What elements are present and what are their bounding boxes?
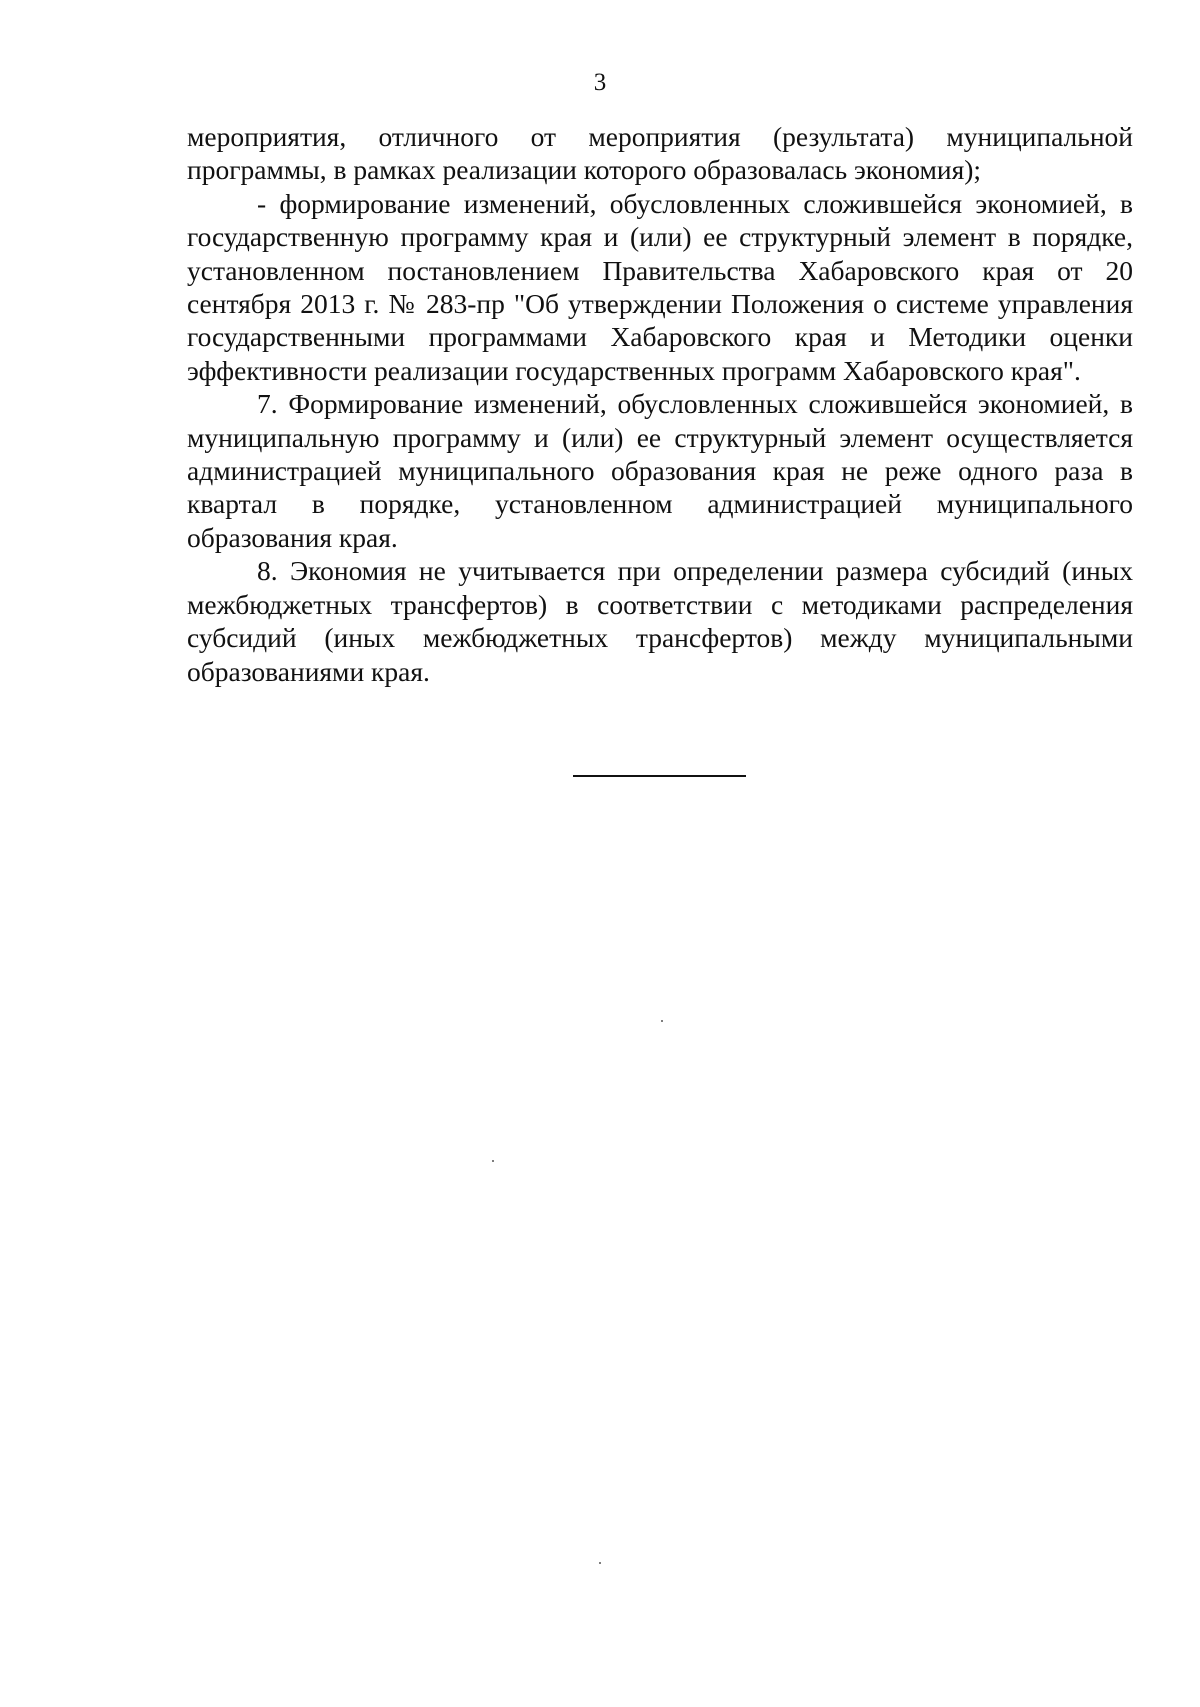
- scan-speck: [599, 1562, 601, 1564]
- scan-speck: [492, 1160, 494, 1162]
- paragraph-continuation: мероприятия, отличного от мероприятия (результата) муниципальной программы, в рамках реализации которого образовалась экономия);: [187, 121, 1133, 186]
- document-body: [187, 120, 1133, 688]
- scan-speck: [661, 1020, 663, 1022]
- end-of-document-separator: [573, 775, 746, 777]
- paragraph-item-7: 7. Формирование изменений, обусловленных сложившейся экономией, в муниципальную программу и (или) ее структурный элемент осуществляется администрацией муниципального образования края не реже одного раза в квартал в порядке, установленном администрацией муниципального образования края.: [187, 388, 1133, 553]
- paragraph-budget-program-changes: - формирование изменений, обусловленных сложившейся экономией, в государственную программу края и (или) ее структурный элемент в порядке, установленном постановлением Правительства Хабаровского края от 20 сентября 2013 г. № 283-пр "Об утверждении Положения о системе управления государственными программами Хабаровского края и Методики оценки эффективности реализации государственных программ Хабаровского края".: [187, 187, 1133, 386]
- paragraph-item-8: 8. Экономия не учитывается при определении размера субсидий (иных межбюджетных трансфертов) в соответствии с методиками распределения субсидий (иных межбюджетных трансфертов) между муниципальными образованиями края.: [187, 555, 1133, 687]
- page-number: 3: [593, 69, 607, 96]
